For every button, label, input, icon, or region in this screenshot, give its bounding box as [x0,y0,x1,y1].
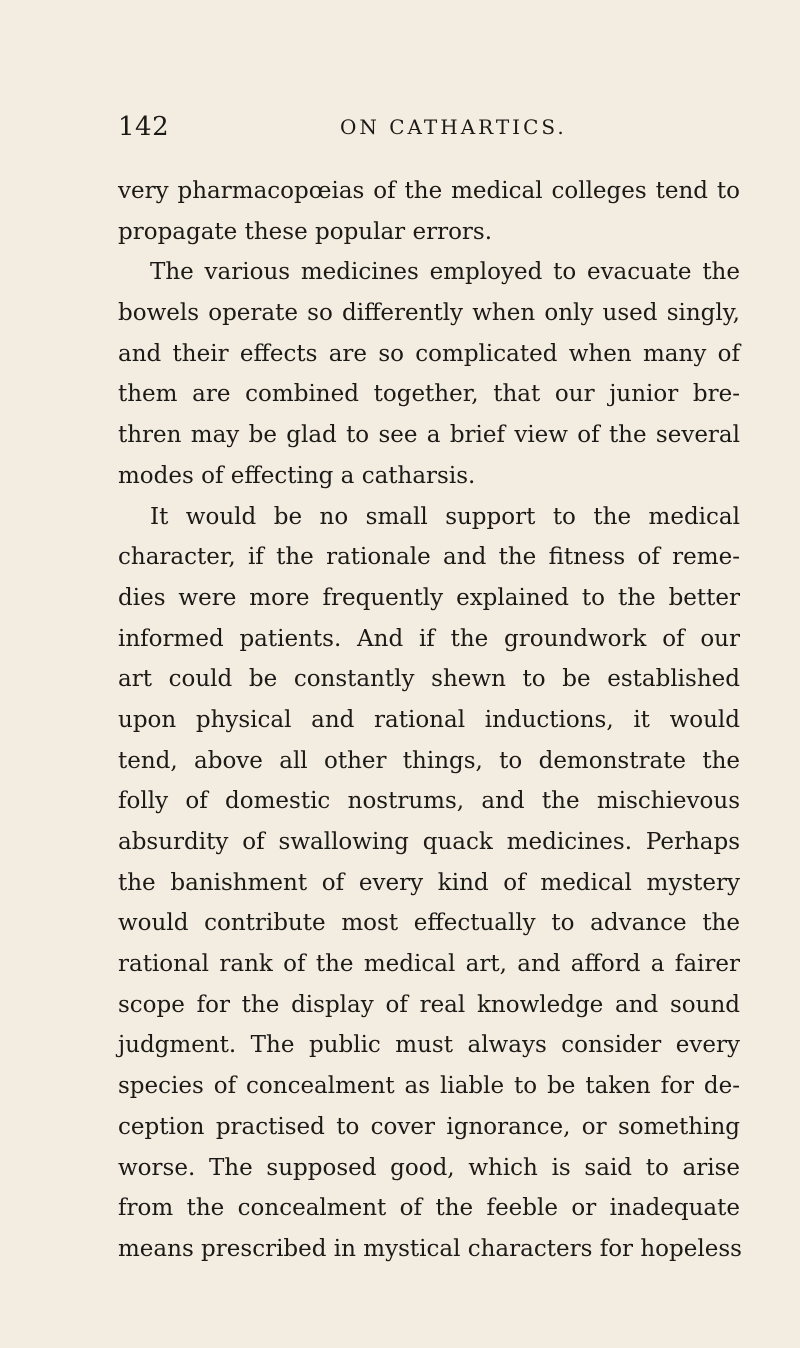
page-number: 142 [118,112,170,142]
text-line: modes of effecting a catharsis. [118,462,476,489]
text-line: art could be constantly shewn to be established [118,666,740,693]
text-line: absurdity of swallowing quack medicines. Perhaps [118,829,740,855]
text-line: ception practised to cover ignorance, or something [118,1113,740,1140]
text-line: rational rank of the medical art, and afford a fairer [118,951,740,978]
running-head [118,112,724,148]
text-line: The various medicines employed to evacuate the [150,259,740,286]
text-line: tend, above all other things, to demonstrate the [118,747,740,774]
text-line: scope for the display of real knowledge and sound [118,991,740,1018]
text-line: the banishment of every kind of medical mystery [118,869,740,896]
body-text [118,171,740,1270]
text-line: bowels operate so differently when only used singly, [118,300,740,327]
text-line: folly of domestic nostrums, and the mischievous [118,788,740,815]
text-line: species of concealment as liable to be taken for de- [118,1073,740,1100]
text-line: and their effects are so complicated when many of [118,340,740,367]
text-line: informed patients. And if the groundwork of our [118,625,740,652]
text-line: propagate these popular errors. [118,218,493,245]
text-line: would contribute most effectually to advance the [118,910,740,937]
text-line: upon physical and rational inductions, it would [118,706,740,733]
text-line: It would be no small support to the medical [150,503,740,530]
text-line: thren may be glad to see a brief view of the several [118,422,740,449]
text-line: them are combined together, that our junior bre- [118,381,740,408]
text-line: judgment. The public must always consider every [118,1032,740,1059]
text-line: dies were more frequently explained to the better [118,584,740,611]
text-line: very pharmacopœias of the medical colleges tend to [118,178,740,204]
text-line: worse. The supposed good, which is said to arise [118,1154,740,1181]
text-line: from the concealment of the feeble or inadequate [118,1195,740,1222]
running-title: ON CATHARTICS. [340,115,567,139]
text-line: means prescribed in mystical characters for hopeless [118,1235,742,1262]
text-line: character, if the rationale and the fitness of reme- [118,544,740,571]
